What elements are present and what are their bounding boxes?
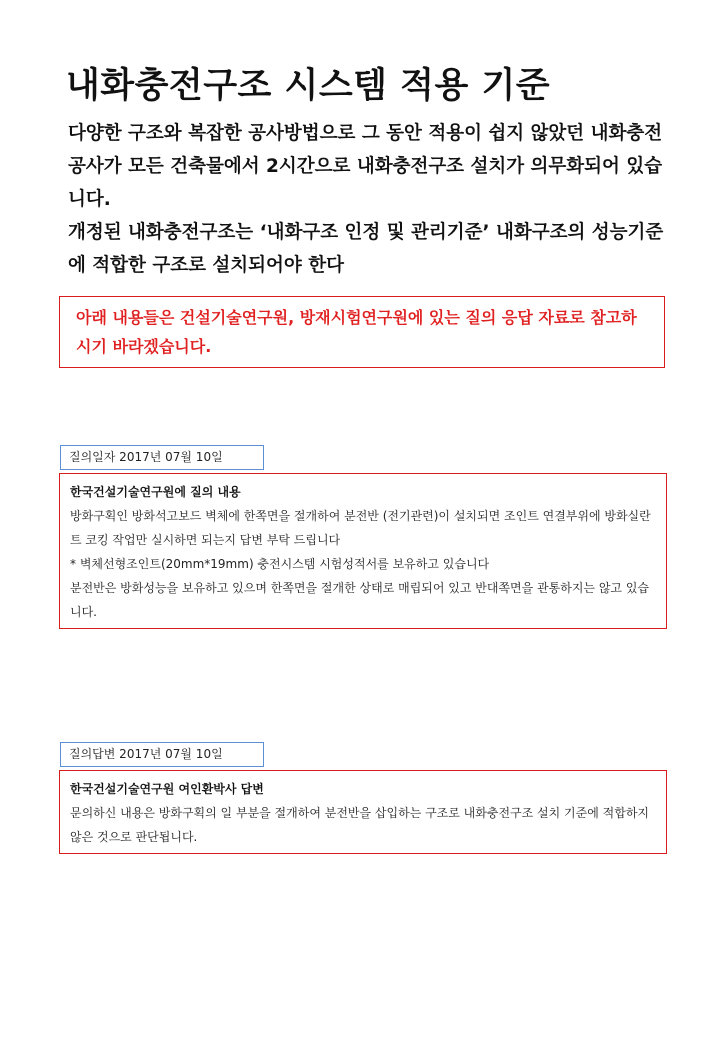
intro-paragraph-2: 개정된 내화충전구조는 ‘내화구조 인정 및 관리기준’ 내화구조의 성능기준에 적합한 구조로 설치되어야 한다 xyxy=(68,222,664,276)
notice-box: 아래 내용들은 건설기술연구원, 방재시험연구원에 있는 질의 응답 자료로 참고하시기 바라겠습니다. xyxy=(59,296,665,368)
answer-date-tag: 질의답변 2017년 07월 10일 xyxy=(60,742,264,767)
inquiry-box xyxy=(59,473,667,629)
answer-line-1: 문의하신 내용은 방화구획의 일 부분을 절개하여 분전반을 삽입하는 구조로 내화충전구조 설치 기준에 적합하지 않은 것으로 판단됩니다. xyxy=(70,806,650,844)
inquiry-line-1: 방화구획인 방화석고보드 벽체에 한쪽면을 절개하여 분전반 (전기관련)이 설치되면 조인트 연결부위에 방화실란트 코킹 작업만 실시하면 되는지 답변 부탁 드립니다 xyxy=(70,509,651,547)
inquiry-date-tag: 질의일자 2017년 07월 10일 xyxy=(60,445,264,470)
intro-text xyxy=(68,117,668,282)
inquiry-line-2: * 벽체선형조인트(20mm*19mm) 충전시스템 시험성적서를 보유하고 있습니다 xyxy=(70,557,490,571)
page-title: 내화충전구조 시스템 적용 기준 xyxy=(66,66,551,106)
inquiry-heading: 한국건설기술연구원에 질의 내용 xyxy=(70,485,241,499)
answer-box xyxy=(59,770,667,854)
answer-heading: 한국건설기술연구원 여인환박사 답변 xyxy=(70,782,264,796)
inquiry-line-3: 분전반은 방화성능을 보유하고 있으며 한쪽면을 절개한 상태로 매립되어 있고 반대쪽면을 관통하지는 않고 있습니다. xyxy=(70,581,650,619)
intro-paragraph-1: 다양한 구조와 복잡한 공사방법으로 그 동안 적용이 쉽지 않았던 내화충전공사가 모든 건축물에서 2시간으로 내화충전구조 설치가 의무화되어 있습니다. xyxy=(68,123,663,210)
